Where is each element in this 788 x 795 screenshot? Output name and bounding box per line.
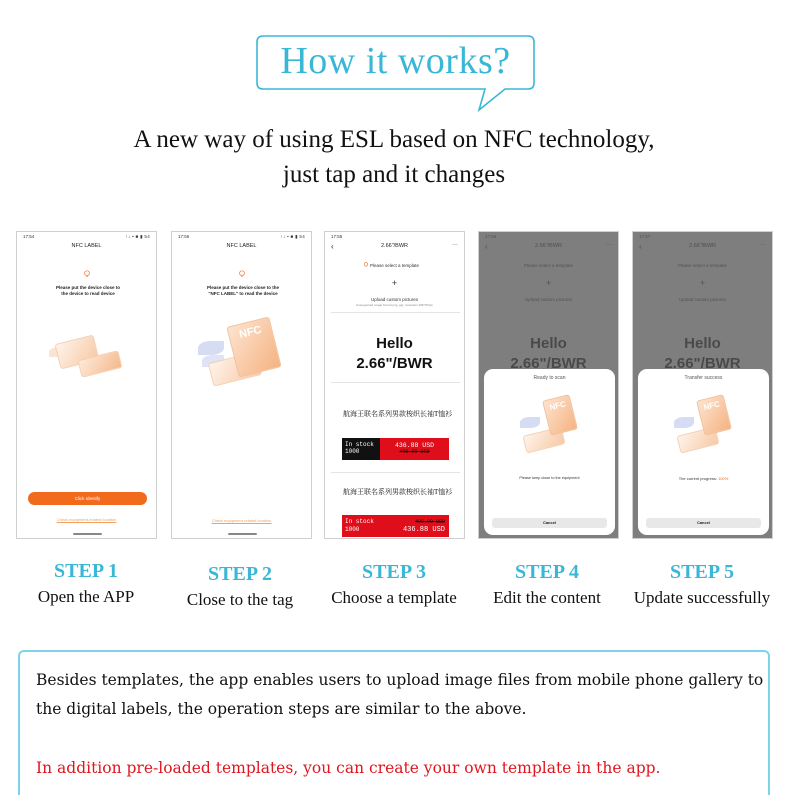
nfc-tag-label: NFC — [237, 323, 263, 342]
subtitle-line-2: just tap and it changes — [282, 161, 506, 188]
home-indicator — [228, 533, 257, 535]
bubble-title: How it works? — [280, 40, 511, 82]
step-5 — [627, 561, 777, 608]
scan-sheet — [484, 369, 615, 535]
phone-screen-step-5 — [632, 231, 773, 539]
cancel-button[interactable]: Cancel — [646, 518, 761, 528]
equipment-location-link[interactable]: Check equipment-related location — [211, 518, 272, 523]
in-stock-label: In stock — [345, 441, 374, 448]
stock-price-box-2 — [342, 515, 449, 537]
step-number: STEP 3 — [362, 561, 426, 583]
step-description: Close to the tag — [186, 590, 294, 609]
screen-title: 2.66"/BWR — [380, 243, 409, 249]
stock-qty: 1000 — [345, 448, 360, 455]
subtitle-line-1: A new way of using ESL based on NFC technology, — [133, 126, 655, 153]
divider — [331, 312, 460, 313]
equipment-location-link[interactable]: Check equipment-related location — [56, 517, 117, 522]
upload-format-hint: Unsupported image format png, jpg; resolution 296*152px — [356, 303, 433, 307]
price-old-2: 499.90 USD — [414, 519, 445, 525]
screen-title: NFC LABEL — [226, 243, 257, 249]
info-box — [18, 650, 770, 795]
nfc-tag-illustration: NFC — [514, 387, 584, 459]
status-bar — [172, 232, 311, 240]
hello-line-1: Hello — [376, 335, 413, 352]
phone-screen-step-3 — [324, 231, 465, 539]
progress-percent: 100% — [718, 476, 729, 481]
info-paragraph-2: In addition pre-loaded templates, you can create your own template in the app. — [36, 759, 661, 777]
step-number: STEP 5 — [670, 561, 734, 583]
info-paragraph-1: Besides templates, the app enables users to upload image files from mobile phone gallery to the digital labels, the operation steps are similar to the above. — [36, 671, 764, 718]
progress-label: The current progress: — [678, 476, 717, 481]
how-it-works-bubble — [257, 36, 534, 89]
home-indicator — [73, 533, 102, 535]
step-number: STEP 1 — [54, 560, 118, 582]
status-time: 17:55 — [331, 234, 343, 239]
sheet-title: Ready to scan — [533, 375, 566, 381]
sheet-title: Transfer success — [684, 375, 723, 381]
divider — [331, 382, 460, 383]
price-new: 436.88 USD — [394, 442, 434, 449]
stock-qty-2: 1000 — [345, 526, 360, 533]
select-template-prompt: Please select a template — [369, 263, 420, 268]
status-icons: ↑↓ • ■ ▮ 54 — [125, 234, 150, 239]
step-description: Open the APP — [37, 587, 135, 606]
divider — [331, 472, 460, 473]
add-template-plus-button[interactable]: + — [391, 278, 398, 288]
stock-box — [342, 438, 380, 460]
step-3 — [319, 561, 469, 608]
price-old: 499.90 USD — [399, 449, 430, 455]
status-time: 17:54 — [23, 234, 35, 239]
transfer-progress — [638, 476, 769, 481]
step-description: Edit the content — [493, 588, 601, 607]
screen-title: NFC LABEL — [71, 243, 102, 249]
price-new-2: 436.88 USD — [402, 526, 445, 534]
step-1 — [11, 560, 161, 607]
product-title: 航海王联名系列男款梭织长袖T恤衫 — [343, 410, 453, 418]
in-stock-label-2: In stock — [345, 518, 374, 525]
sheet-message: Please keep close to the equipment — [519, 476, 580, 480]
bulb-icon — [238, 270, 246, 278]
cancel-button[interactable]: Cancel — [492, 518, 607, 528]
step-4 — [472, 561, 622, 608]
success-sheet — [638, 369, 769, 535]
status-icons: ↑↓ • ■ ▮ 54 — [280, 234, 305, 239]
price-box — [380, 438, 449, 460]
bulb-icon — [83, 270, 91, 278]
hint-text: Please put the device close to the device to read device — [55, 285, 121, 296]
template-hello-preview[interactable] — [325, 334, 464, 374]
hint-text: Please put the device close to the "NFC LABEL" to read the device — [206, 285, 280, 296]
more-options-icon[interactable]: ··· — [452, 242, 458, 248]
step-description: Update successfully — [633, 588, 771, 607]
nfc-tag-illustration: NFC — [668, 387, 738, 459]
back-arrow-icon[interactable]: ‹ — [331, 242, 334, 251]
step-2 — [165, 563, 315, 610]
step-number: STEP 2 — [208, 563, 272, 585]
phone-screen-step-2 — [171, 231, 312, 539]
step-description: Choose a template — [331, 588, 457, 607]
upload-custom-pictures[interactable]: Upload custom pictures — [370, 297, 419, 302]
hello-line-2: 2.66"/BWR — [356, 355, 433, 372]
status-bar — [325, 232, 464, 240]
step-number: STEP 4 — [515, 561, 579, 583]
phone-screen-step-1 — [16, 231, 157, 539]
product-title-2: 航海王联名系列男款梭织长袖T恤衫 — [343, 488, 453, 496]
click-identify-button[interactable]: Click Identify — [28, 492, 147, 505]
phone-screen-step-4 — [478, 231, 619, 539]
status-time: 17:55 — [178, 234, 190, 239]
phone-card-illustration — [47, 327, 127, 387]
nfc-tag-illustration — [194, 317, 294, 387]
status-bar — [17, 232, 156, 240]
